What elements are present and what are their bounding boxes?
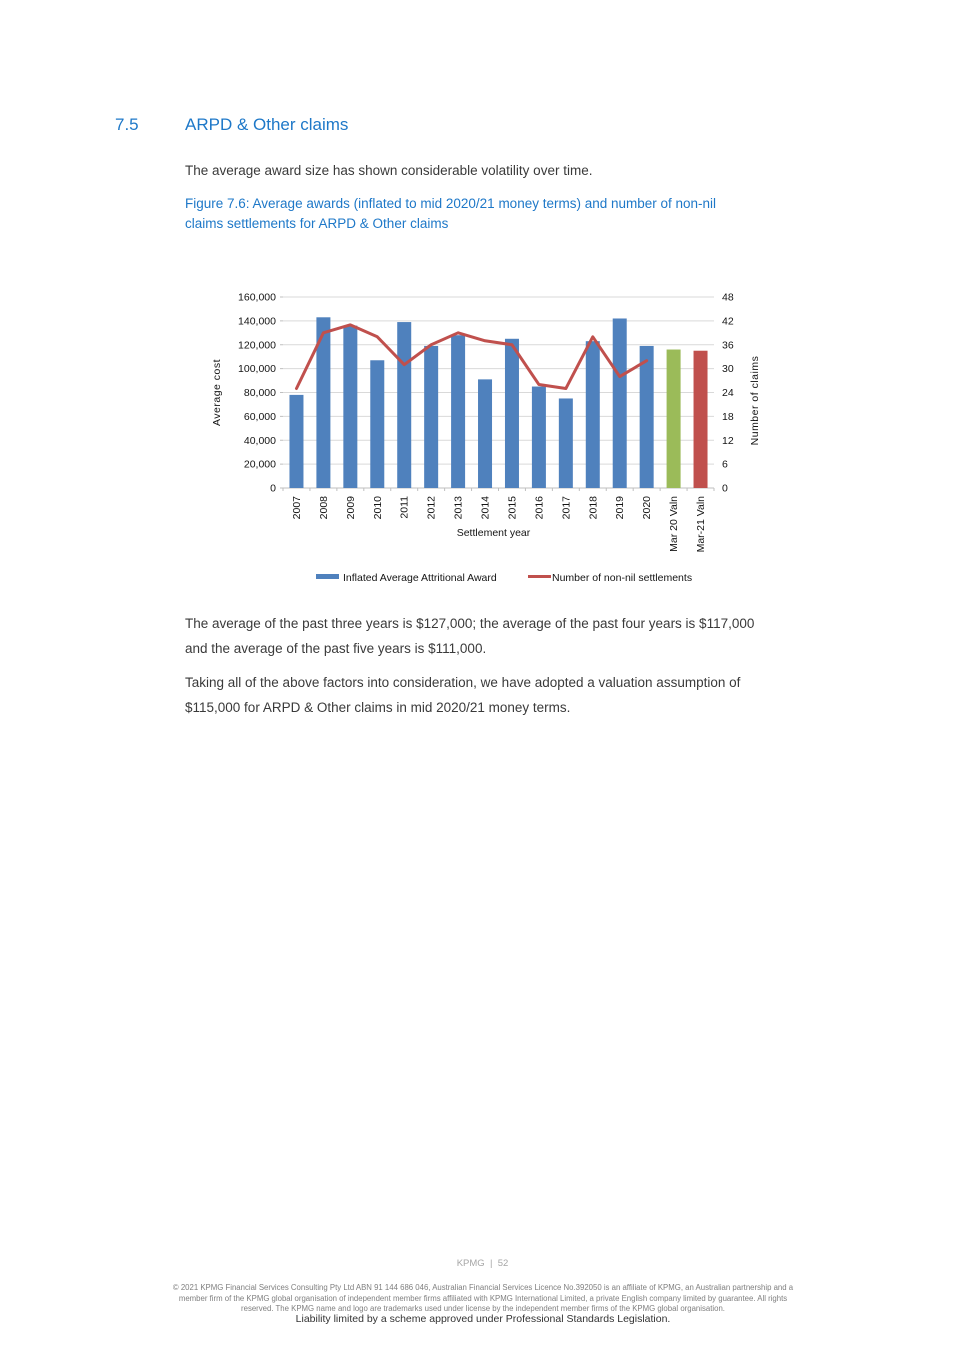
averages-line-2: and the average of the past five years is $111,000. [185,641,487,656]
bar-2013 [451,335,465,488]
bar-2015 [505,339,519,488]
right-axis-tick-label: 30 [722,363,734,376]
legend-line-label: Number of non-nil settlements [552,572,693,584]
bar-2016 [532,387,546,488]
right-axis-tick-label: 24 [722,387,734,399]
bar-2019 [613,318,627,488]
assumption-line-1: Taking all of the above factors into consideration, we have adopted a valuation assumption of [185,675,741,690]
right-axis-tick-label: 18 [722,410,734,423]
legend-bar-label: Inflated Average Attritional Award [343,572,497,584]
bar-mar-21-valn [694,351,708,488]
right-axis-tick-label: 0 [722,482,728,495]
x-axis-category-label: 2015 [506,496,519,520]
section-number: 7.5 [115,115,139,134]
x-axis-category-label: 2012 [425,496,438,520]
x-axis-category-label: 2013 [452,496,465,520]
x-axis-category-label: 2008 [317,496,330,520]
bar-2014 [478,379,492,488]
footer-legal-line-2: member firm of the KPMG global organisation of independent member firms affiliated with KPMG International Limited, a private English company limited by guarantee. All rights [178,1293,788,1303]
x-axis-category-label: 2016 [533,496,546,520]
x-axis-category-label: Mar-21 Valn [695,496,708,553]
bar-mar-20-valn [667,350,681,488]
left-axis-tick-label: 0 [270,482,276,495]
x-axis-category-label: 2017 [560,496,573,520]
footer-legal-text [122,1283,844,1315]
intro-paragraph: The average award size has shown considerable volatility over time. [185,163,593,178]
right-axis-tick-label: 36 [722,339,734,352]
x-axis-category-label: 2007 [290,496,303,520]
left-axis-tick-label: 140,000 [238,315,276,328]
figure-caption [185,194,885,234]
bar-2012 [424,346,438,488]
x-axis-title: Settlement year [456,527,531,539]
figure-caption-line-2: claims settlements for ARPD & Other claims [185,216,449,231]
combo-chart-svg [200,281,770,596]
x-axis-category-label: 2020 [641,496,654,520]
x-axis-category-label: 2018 [587,496,600,520]
x-axis-category-label: 2010 [371,496,384,520]
right-axis-tick-label: 42 [722,315,734,328]
left-axis-title: Average cost [211,358,223,427]
x-axis-category-label: 2014 [479,496,492,520]
left-axis-tick-label: 60,000 [243,410,276,423]
assumption-paragraph [185,670,885,720]
bar-2018 [586,341,600,488]
bar-2009 [343,326,357,488]
bar-2017 [559,398,573,488]
left-axis-tick-label: 40,000 [243,434,276,447]
averages-paragraph [185,611,885,661]
averages-line-1: The average of the past three years is $127,000; the average of the past four years is $117,000 [185,616,755,631]
right-axis-title: Number of claims [749,355,761,446]
legend-bar-swatch [316,574,339,579]
bar-2020 [640,346,654,488]
left-axis-tick-label: 100,000 [238,363,276,376]
footer-page-label: KPMG | 52 [456,1258,509,1269]
assumption-line-2: $115,000 for ARPD & Other claims in mid 2020/21 money terms. [185,700,571,715]
right-axis-tick-label: 48 [722,291,734,304]
x-axis-category-label: 2011 [398,496,411,519]
bar-2010 [370,360,384,488]
x-axis-category-label: 2019 [614,496,627,520]
section-title: ARPD & Other claims [185,115,349,134]
footer-legal-line-3: reserved. The KPMG name and logo are trademarks used under license by the independent member firms of the KPMG global organisation. [241,1304,725,1313]
left-axis-tick-label: 160,000 [238,291,276,304]
bar-2011 [397,322,411,488]
figure-caption-line-1: Figure 7.6: Average awards (inflated to mid 2020/21 money terms) and number of non-nil [185,196,717,211]
footer-legal-line-1: © 2021 KPMG Financial Services Consulting Pty Ltd ABN 91 144 686 046, Australian Financial Services Licence No.392050 is an affiliate of KPMG, an Australian partnership and a [172,1283,794,1292]
footer-liability-text: Liability limited by a scheme approved under Professional Standards Legislation. [295,1313,671,1325]
right-axis-tick-label: 6 [722,458,728,471]
left-axis-tick-label: 120,000 [238,339,276,352]
left-axis-tick-label: 20,000 [243,458,276,471]
x-axis-category-label: Mar 20 Valn [668,496,681,552]
figure-7-6-chart [200,281,770,596]
bar-2007 [289,395,303,488]
left-axis-tick-label: 80,000 [243,387,276,399]
right-axis-tick-label: 12 [722,434,734,447]
x-axis-category-label: 2009 [344,496,357,520]
